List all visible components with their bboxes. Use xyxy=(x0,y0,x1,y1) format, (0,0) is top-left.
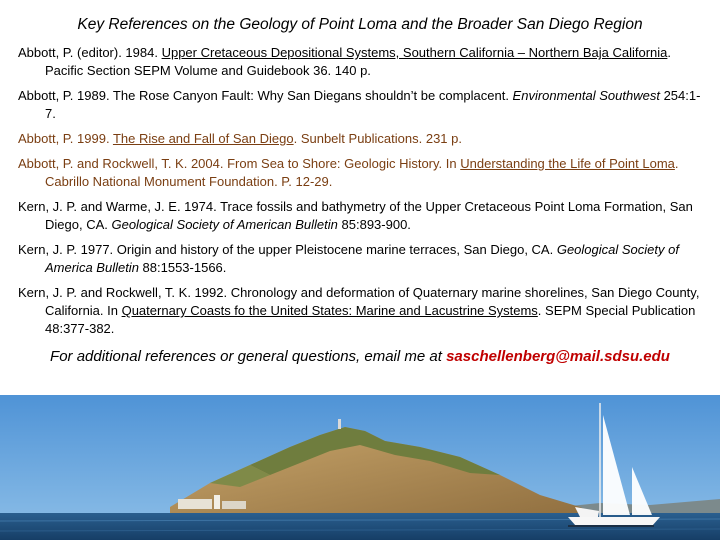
reference-text: . Cabrillo National Monument Foundation. P. 12-29. xyxy=(45,156,679,189)
reference-text: . Pacific Section SEPM Volume and Guidebook 36. 140 p. xyxy=(45,45,672,78)
reference-journal: Geological Society of American Bulletin xyxy=(111,217,338,232)
reference-item xyxy=(18,87,708,123)
contact-text: For additional references or general questions, email me at xyxy=(50,348,447,365)
reference-text: Kern, J. P. and Warme, J. E. 1974. Trace fossils and bathymetry of the Upper Cretaceous Point Loma Formation, San Diego, CA. xyxy=(18,199,693,232)
reference-text: . SEPM Special Publication 48:377-382. xyxy=(45,303,696,336)
reference-text: Abbott, P. and Rockwell, T. K. 2004. From Sea to Shore: Geologic History. In xyxy=(18,156,461,171)
reference-item xyxy=(18,198,708,234)
reference-journal: Geological Society of America Bulletin xyxy=(45,242,679,275)
reference-text: 88:1553-1566. xyxy=(138,260,227,275)
reference-text: . Sunbelt Publications. 231 p. xyxy=(293,131,462,146)
reference-journal: Environmental Southwest xyxy=(512,88,660,103)
reference-title-underlined: Quaternary Coasts fo the United States: Marine and Lacustrine Systems xyxy=(121,303,538,318)
reference-title-underlined: The Rise and Fall of San Diego xyxy=(112,131,294,146)
reference-title-underlined: Understanding the Life of Point Loma xyxy=(460,156,675,171)
reference-item xyxy=(18,130,708,148)
reference-text: 85:893-900. xyxy=(337,217,411,232)
slide-title: Key References on the Geology of Point Loma and the Broader San Diego Region xyxy=(77,16,643,33)
contact-email: saschellenberg@mail.sdsu.edu xyxy=(446,348,670,365)
reference-item xyxy=(18,284,708,338)
reference-text: Abbott, P. 1999. xyxy=(18,131,113,146)
point-loma-photo xyxy=(0,395,720,540)
reference-text: 254:1-7. xyxy=(45,88,701,121)
reference-item xyxy=(18,44,708,80)
reference-item xyxy=(18,155,708,191)
buildings xyxy=(178,499,212,509)
contact-line xyxy=(0,348,720,365)
reference-text: Kern, J. P. and Rockwell, T. K. 1992. Chronology and deformation of Quaternary marine shorelines, San Diego County, California. In xyxy=(18,285,700,318)
reference-text: Abbott, P. (editor). 1984. xyxy=(18,45,162,60)
reference-title-underlined: Upper Cretaceous Depositional Systems, Southern California – Northern Baja California xyxy=(161,45,668,60)
reference-text: Abbott, P. 1989. The Rose Canyon Fault: Why San Diegans shouldn’t be complacent. xyxy=(18,88,513,103)
reference-text: Kern, J. P. 1977. Origin and history of the upper Pleistocene marine terraces, San Diego, CA. xyxy=(18,242,557,257)
reference-list xyxy=(18,44,708,345)
reference-item xyxy=(18,241,708,277)
